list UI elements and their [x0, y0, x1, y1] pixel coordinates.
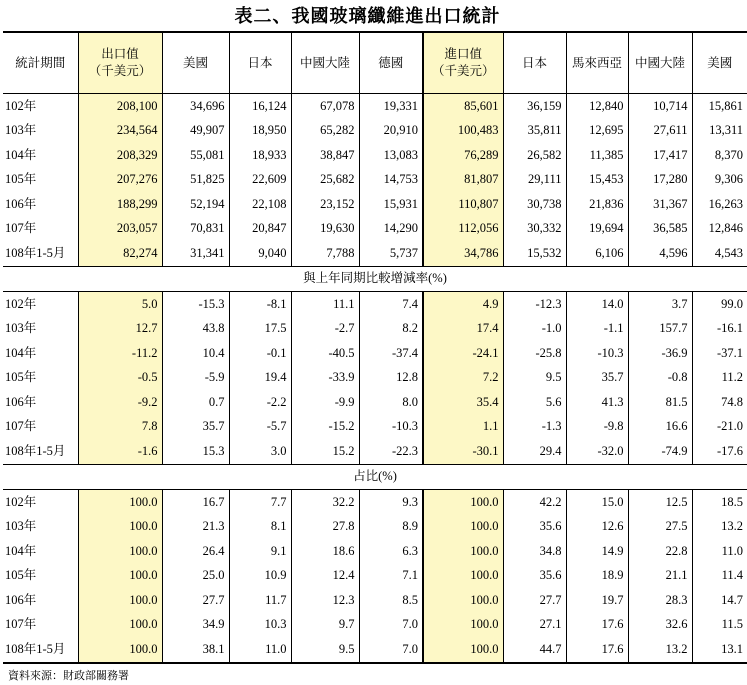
- table-cell: -74.9: [628, 439, 692, 464]
- table-cell: -37.1: [692, 341, 747, 366]
- table-cell: 15,931: [359, 192, 423, 217]
- table-cell: 42.2: [503, 490, 566, 515]
- header-export-value-line1: 出口值: [101, 47, 139, 61]
- table-cell: 4.9: [423, 292, 503, 317]
- table-cell: 100.0: [78, 490, 162, 515]
- row-period: 108年1-5月: [3, 439, 78, 464]
- table-cell: 74.8: [692, 390, 747, 415]
- table-cell: 22,108: [229, 192, 291, 217]
- table-cell: 9.7: [291, 613, 359, 638]
- table-cell: -2.2: [229, 390, 291, 415]
- table-cell: 7.7: [229, 490, 291, 515]
- row-period: 104年: [3, 539, 78, 564]
- table-cell: 38.1: [162, 637, 229, 663]
- table-cell: 14,290: [359, 217, 423, 242]
- header-export-value-line2: （千美元）: [88, 64, 152, 78]
- table-cell: 65,282: [291, 119, 359, 144]
- table-cell: 16.6: [628, 415, 692, 440]
- table-cell: -0.1: [229, 341, 291, 366]
- header-import-col-2: 馬來西亞: [566, 32, 628, 94]
- table-cell: -36.9: [628, 341, 692, 366]
- table-cell: -9.8: [566, 415, 628, 440]
- table-cell: 38,847: [291, 143, 359, 168]
- table-cell: -1.6: [78, 439, 162, 464]
- table-cell: -1.1: [566, 317, 628, 342]
- table-cell: 0.7: [162, 390, 229, 415]
- table-row: [3, 390, 747, 415]
- table-cell: 99.0: [692, 292, 747, 317]
- table-cell: -9.2: [78, 390, 162, 415]
- row-period: 108年1-5月: [3, 637, 78, 663]
- table-cell: -33.9: [291, 366, 359, 391]
- row-period: 108年1-5月: [3, 241, 78, 266]
- table-cell: 4,543: [692, 241, 747, 266]
- table-cell: 11,385: [566, 143, 628, 168]
- table-cell: 100.0: [423, 490, 503, 515]
- table-cell: 81.5: [628, 390, 692, 415]
- table-cell: 22.8: [628, 539, 692, 564]
- header-export-col-1: 美國: [162, 32, 229, 94]
- table-cell: 21.1: [628, 564, 692, 589]
- table-cell: 7.8: [78, 415, 162, 440]
- table-cell: 16,124: [229, 94, 291, 119]
- table-cell: 12.5: [628, 490, 692, 515]
- table-cell: 23,152: [291, 192, 359, 217]
- table-cell: 100.0: [423, 613, 503, 638]
- row-period: 104年: [3, 341, 78, 366]
- table-cell: 9.1: [229, 539, 291, 564]
- table-cell: 14.0: [566, 292, 628, 317]
- table-cell: 7.1: [359, 564, 423, 589]
- table-cell: 15.2: [291, 439, 359, 464]
- table-cell: 12.4: [291, 564, 359, 589]
- table-cell: 10.9: [229, 564, 291, 589]
- row-period: 102年: [3, 292, 78, 317]
- table-cell: 82,274: [78, 241, 162, 266]
- table-cell: 19.4: [229, 366, 291, 391]
- table-cell: 30,332: [503, 217, 566, 242]
- table-cell: 18,933: [229, 143, 291, 168]
- row-period: 106年: [3, 588, 78, 613]
- table-row: [3, 366, 747, 391]
- table-cell: 8.9: [359, 515, 423, 540]
- table-cell: 8.1: [229, 515, 291, 540]
- table-cell: 34,786: [423, 241, 503, 266]
- table-cell: 15,453: [566, 168, 628, 193]
- header-row: [3, 32, 747, 94]
- row-period: 107年: [3, 613, 78, 638]
- header-import-col-3: 中國大陸: [628, 32, 692, 94]
- table-cell: 15,861: [692, 94, 747, 119]
- table-cell: 13.1: [692, 637, 747, 663]
- table-cell: 29,111: [503, 168, 566, 193]
- table-cell: -21.0: [692, 415, 747, 440]
- table-cell: 17.6: [566, 613, 628, 638]
- table-row: [3, 317, 747, 342]
- table-cell: 9.5: [291, 637, 359, 663]
- table-cell: 1.1: [423, 415, 503, 440]
- table-row: [3, 241, 747, 266]
- table-cell: 6.3: [359, 539, 423, 564]
- table-cell: 35.7: [566, 366, 628, 391]
- header-export-value: [78, 32, 162, 94]
- table-cell: 41.3: [566, 390, 628, 415]
- table-row: [3, 588, 747, 613]
- row-period: 105年: [3, 366, 78, 391]
- table-cell: 32.2: [291, 490, 359, 515]
- table-cell: 12,695: [566, 119, 628, 144]
- table-cell: 27.7: [162, 588, 229, 613]
- table-cell: 27,611: [628, 119, 692, 144]
- table-cell: 11.4: [692, 564, 747, 589]
- table-cell: 17.6: [566, 637, 628, 663]
- table-cell: 7.2: [423, 366, 503, 391]
- table-cell: 100.0: [423, 588, 503, 613]
- table-cell: -12.3: [503, 292, 566, 317]
- table-cell: 13.2: [692, 515, 747, 540]
- table-cell: 22,609: [229, 168, 291, 193]
- table-cell: 52,194: [162, 192, 229, 217]
- table-row: [3, 613, 747, 638]
- table-cell: 17.5: [229, 317, 291, 342]
- table-cell: -5.9: [162, 366, 229, 391]
- header-export-col-3: 中國大陸: [291, 32, 359, 94]
- table-cell: 16,263: [692, 192, 747, 217]
- table-cell: 85,601: [423, 94, 503, 119]
- table-cell: 11.0: [229, 637, 291, 663]
- table-cell: 13.2: [628, 637, 692, 663]
- table-cell: 25,682: [291, 168, 359, 193]
- table-cell: 51,825: [162, 168, 229, 193]
- table-cell: 36,585: [628, 217, 692, 242]
- header-export-col-2: 日本: [229, 32, 291, 94]
- table-cell: 27.7: [503, 588, 566, 613]
- table-row: [3, 94, 747, 119]
- table-cell: -5.7: [229, 415, 291, 440]
- table-cell: 15,532: [503, 241, 566, 266]
- table-cell: 10.3: [229, 613, 291, 638]
- row-period: 107年: [3, 217, 78, 242]
- table-cell: 31,341: [162, 241, 229, 266]
- table-cell: 12.7: [78, 317, 162, 342]
- table-row: [3, 119, 747, 144]
- row-period: 106年: [3, 192, 78, 217]
- table-cell: 34.8: [503, 539, 566, 564]
- table-cell: 16.7: [162, 490, 229, 515]
- table-cell: 100.0: [78, 637, 162, 663]
- row-period: 105年: [3, 168, 78, 193]
- table-cell: 5.6: [503, 390, 566, 415]
- table-cell: 8.2: [359, 317, 423, 342]
- table-row: [3, 539, 747, 564]
- row-period: 103年: [3, 317, 78, 342]
- table-cell: -30.1: [423, 439, 503, 464]
- table-row: [3, 490, 747, 515]
- section-header-share: [3, 464, 747, 490]
- table-cell: 27.1: [503, 613, 566, 638]
- header-import-value-line1: 進口值: [444, 47, 482, 61]
- table-cell: 14,753: [359, 168, 423, 193]
- glass-fiber-trade-table: [3, 31, 747, 664]
- table-cell: 6,106: [566, 241, 628, 266]
- table-cell: -15.3: [162, 292, 229, 317]
- row-period: 102年: [3, 490, 78, 515]
- header-period: 統計期間: [3, 32, 78, 94]
- table-cell: 18.5: [692, 490, 747, 515]
- table-row: [3, 292, 747, 317]
- table-cell: 112,056: [423, 217, 503, 242]
- row-period: 102年: [3, 94, 78, 119]
- table-cell: -8.1: [229, 292, 291, 317]
- header-import-value-line2: （千美元）: [431, 64, 495, 78]
- table-cell: 100.0: [78, 588, 162, 613]
- table-cell: 17,417: [628, 143, 692, 168]
- table-cell: 100.0: [78, 564, 162, 589]
- table-cell: 4,596: [628, 241, 692, 266]
- table-cell: -0.8: [628, 366, 692, 391]
- table-cell: 19,694: [566, 217, 628, 242]
- table-cell: 7,788: [291, 241, 359, 266]
- table-cell: 35.6: [503, 515, 566, 540]
- table-cell: 7.0: [359, 613, 423, 638]
- table-cell: 11.7: [229, 588, 291, 613]
- table-cell: 9.5: [503, 366, 566, 391]
- table-cell: 43.8: [162, 317, 229, 342]
- table-cell: 49,907: [162, 119, 229, 144]
- table-cell: 100.0: [78, 539, 162, 564]
- table-cell: 100.0: [78, 515, 162, 540]
- table-cell: -2.7: [291, 317, 359, 342]
- table-cell: -10.3: [359, 415, 423, 440]
- table-cell: 44.7: [503, 637, 566, 663]
- section-title: 與上年同期比較增減率(%): [303, 271, 447, 286]
- table-cell: 8.0: [359, 390, 423, 415]
- table-row: [3, 217, 747, 242]
- table-cell: -22.3: [359, 439, 423, 464]
- table-cell: 11.5: [692, 613, 747, 638]
- table-cell: 81,807: [423, 168, 503, 193]
- table-cell: 36,159: [503, 94, 566, 119]
- table-cell: 5,737: [359, 241, 423, 266]
- table-cell: 208,100: [78, 94, 162, 119]
- table-cell: 9,040: [229, 241, 291, 266]
- table-cell: 12.6: [566, 515, 628, 540]
- table-title: 表二、我國玻璃纖維進出口統計: [234, 6, 501, 27]
- table-row: [3, 439, 747, 464]
- source-note: 資料來源：財政部關務署: [8, 669, 129, 682]
- table-cell: 9,306: [692, 168, 747, 193]
- table-cell: 3.7: [628, 292, 692, 317]
- table-cell: 8.5: [359, 588, 423, 613]
- table-cell: 15.0: [566, 490, 628, 515]
- table-row: [3, 564, 747, 589]
- table-cell: -16.1: [692, 317, 747, 342]
- table-cell: 5.0: [78, 292, 162, 317]
- table-cell: -25.8: [503, 341, 566, 366]
- row-period: 105年: [3, 564, 78, 589]
- header-export-col-4: 德國: [359, 32, 423, 94]
- table-cell: 188,299: [78, 192, 162, 217]
- table-cell: 110,807: [423, 192, 503, 217]
- table-cell: 18.6: [291, 539, 359, 564]
- row-period: 103年: [3, 119, 78, 144]
- table-cell: -17.6: [692, 439, 747, 464]
- table-cell: 34,696: [162, 94, 229, 119]
- table-cell: 26.4: [162, 539, 229, 564]
- table-cell: 31,367: [628, 192, 692, 217]
- table-cell: 17,280: [628, 168, 692, 193]
- table-cell: 30,738: [503, 192, 566, 217]
- table-cell: 55,081: [162, 143, 229, 168]
- row-period: 104年: [3, 143, 78, 168]
- table-cell: -11.2: [78, 341, 162, 366]
- table-cell: -0.5: [78, 366, 162, 391]
- table-cell: 9.3: [359, 490, 423, 515]
- header-import-col-4: 美國: [692, 32, 747, 94]
- table-cell: 100.0: [423, 515, 503, 540]
- table-cell: 8,370: [692, 143, 747, 168]
- header-import-value: [423, 32, 503, 94]
- table-row: [3, 192, 747, 217]
- table-cell: 12.3: [291, 588, 359, 613]
- table-cell: 35.6: [503, 564, 566, 589]
- table-cell: 18,950: [229, 119, 291, 144]
- table-cell: 12,846: [692, 217, 747, 242]
- table-cell: 207,276: [78, 168, 162, 193]
- table-cell: -10.3: [566, 341, 628, 366]
- table-cell: 12,840: [566, 94, 628, 119]
- table-cell: 203,057: [78, 217, 162, 242]
- table-row: [3, 341, 747, 366]
- table-cell: 19.7: [566, 588, 628, 613]
- section-header-growth: [3, 266, 747, 292]
- table-cell: 11.2: [692, 366, 747, 391]
- table-cell: -15.2: [291, 415, 359, 440]
- table-cell: 14.7: [692, 588, 747, 613]
- table-cell: 21.3: [162, 515, 229, 540]
- table-cell: 28.3: [628, 588, 692, 613]
- table-row: [3, 637, 747, 663]
- table-cell: 34.9: [162, 613, 229, 638]
- header-import-col-1: 日本: [503, 32, 566, 94]
- table-cell: 234,564: [78, 119, 162, 144]
- table-cell: 13,083: [359, 143, 423, 168]
- table-cell: 20,910: [359, 119, 423, 144]
- table-cell: 35.4: [423, 390, 503, 415]
- table-cell: 100.0: [423, 637, 503, 663]
- section-title: 占比(%): [353, 469, 397, 484]
- table-cell: 26,582: [503, 143, 566, 168]
- table-cell: 35.7: [162, 415, 229, 440]
- row-period: 103年: [3, 515, 78, 540]
- table-cell: -37.4: [359, 341, 423, 366]
- table-cell: 100.0: [423, 539, 503, 564]
- table-cell: 11.0: [692, 539, 747, 564]
- table-cell: 14.9: [566, 539, 628, 564]
- table-row: [3, 168, 747, 193]
- table-cell: 67,078: [291, 94, 359, 119]
- table-cell: -24.1: [423, 341, 503, 366]
- table-cell: -40.5: [291, 341, 359, 366]
- table-cell: 100.0: [423, 564, 503, 589]
- table-cell: 18.9: [566, 564, 628, 589]
- table-cell: 19,331: [359, 94, 423, 119]
- table-cell: 12.8: [359, 366, 423, 391]
- table-cell: 100,483: [423, 119, 503, 144]
- table-cell: -1.3: [503, 415, 566, 440]
- table-cell: 11.1: [291, 292, 359, 317]
- table-cell: -9.9: [291, 390, 359, 415]
- table-cell: 100.0: [78, 613, 162, 638]
- table-cell: 25.0: [162, 564, 229, 589]
- row-period: 106年: [3, 390, 78, 415]
- table-cell: 13,311: [692, 119, 747, 144]
- table-cell: 35,811: [503, 119, 566, 144]
- table-cell: 10.4: [162, 341, 229, 366]
- table-row: [3, 143, 747, 168]
- table-cell: 19,630: [291, 217, 359, 242]
- table-cell: 27.5: [628, 515, 692, 540]
- table-cell: 27.8: [291, 515, 359, 540]
- table-row: [3, 415, 747, 440]
- table-cell: 7.0: [359, 637, 423, 663]
- table-cell: 157.7: [628, 317, 692, 342]
- table-cell: 29.4: [503, 439, 566, 464]
- row-period: 107年: [3, 415, 78, 440]
- table-cell: -1.0: [503, 317, 566, 342]
- table-cell: -32.0: [566, 439, 628, 464]
- table-cell: 70,831: [162, 217, 229, 242]
- table-cell: 76,289: [423, 143, 503, 168]
- table-cell: 17.4: [423, 317, 503, 342]
- table-body: [3, 32, 747, 663]
- table-cell: 7.4: [359, 292, 423, 317]
- table-cell: 32.6: [628, 613, 692, 638]
- table-row: [3, 515, 747, 540]
- table-cell: 208,329: [78, 143, 162, 168]
- table-cell: 3.0: [229, 439, 291, 464]
- table-cell: 21,836: [566, 192, 628, 217]
- table-cell: 20,847: [229, 217, 291, 242]
- table-cell: 10,714: [628, 94, 692, 119]
- table-cell: 15.3: [162, 439, 229, 464]
